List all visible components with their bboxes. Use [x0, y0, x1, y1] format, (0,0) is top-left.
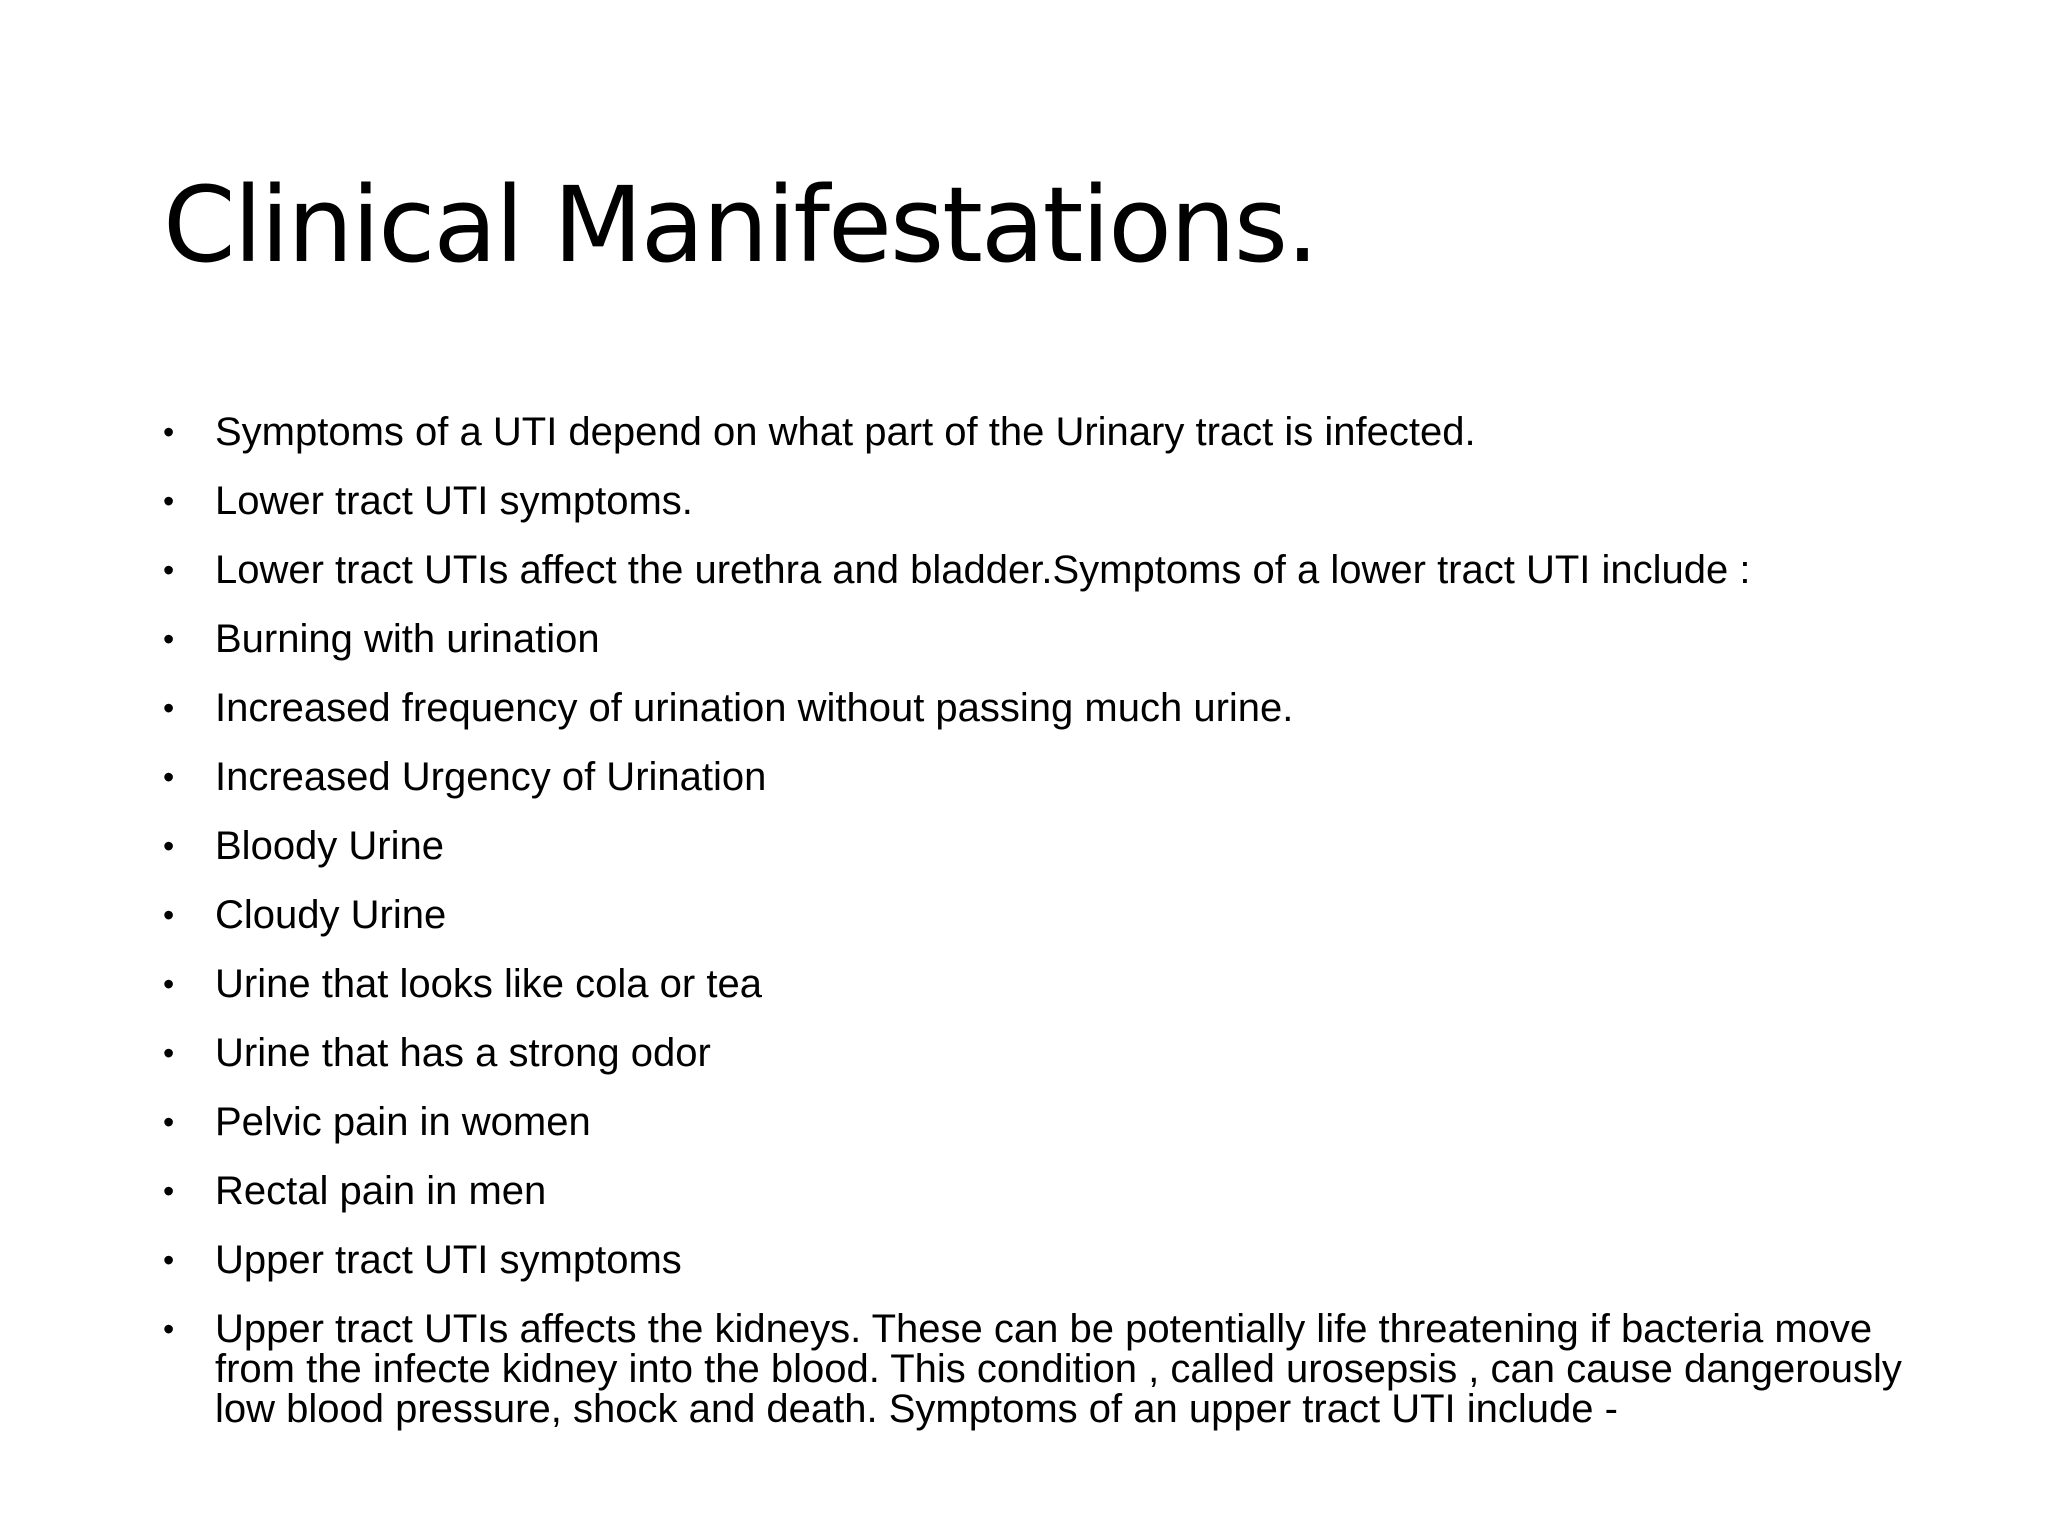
bullet-text: Increased Urgency of Urination — [215, 755, 767, 799]
bullet-text: Upper tract UTIs affects the kidneys. These can be potentially life threatening if bacteria move from the infecte kidney into the blood. This condition , called urosepsis , can cause dangerously low blood pressure, shock and death. Symptoms of an upper tract UTI include - — [215, 1307, 1902, 1431]
bullet-text: Urine that looks like cola or tea — [215, 962, 762, 1006]
bullet-dot-icon: • — [163, 621, 175, 657]
bullet-item — [163, 757, 1923, 797]
bullet-text: Pelvic pain in women — [215, 1100, 591, 1144]
bullet-text: Lower tract UTIs affect the urethra and bladder.Symptoms of a lower tract UTI include : — [215, 548, 1751, 592]
bullet-text: Upper tract UTI symptoms — [215, 1238, 682, 1282]
bullet-text: Lower tract UTI symptoms. — [215, 479, 693, 523]
bullet-dot-icon: • — [163, 1035, 175, 1071]
bullet-dot-icon: • — [163, 552, 175, 588]
bullet-text: Urine that has a strong odor — [215, 1031, 711, 1075]
bullet-item — [163, 1240, 1923, 1280]
bullet-item — [163, 964, 1923, 1004]
bullet-item — [163, 481, 1923, 521]
bullet-dot-icon: • — [163, 483, 175, 519]
bullet-list — [163, 412, 1923, 1458]
bullet-text: Bloody Urine — [215, 824, 445, 868]
bullet-item — [163, 1033, 1923, 1073]
bullet-item — [163, 1102, 1923, 1142]
bullet-dot-icon: • — [163, 414, 175, 450]
bullet-dot-icon: • — [163, 1242, 175, 1278]
bullet-text: Cloudy Urine — [215, 893, 447, 937]
bullet-text: Symptoms of a UTI depend on what part of the Urinary tract is infected. — [215, 410, 1476, 454]
bullet-dot-icon: • — [163, 1173, 175, 1209]
bullet-dot-icon: • — [163, 1104, 175, 1140]
bullet-text: Increased frequency of urination without passing much urine. — [215, 686, 1294, 730]
bullet-item — [163, 895, 1923, 935]
bullet-dot-icon: • — [163, 897, 175, 933]
bullet-text: Burning with urination — [215, 617, 600, 661]
bullet-dot-icon: • — [163, 1311, 175, 1347]
bullet-dot-icon: • — [163, 690, 175, 726]
bullet-dot-icon: • — [163, 828, 175, 864]
bullet-item — [163, 826, 1923, 866]
bullet-item — [163, 619, 1923, 659]
bullet-item — [163, 412, 1923, 452]
bullet-dot-icon: • — [163, 966, 175, 1002]
bullet-dot-icon: • — [163, 759, 175, 795]
bullet-text: Rectal pain in men — [215, 1169, 547, 1213]
bullet-item — [163, 688, 1923, 728]
slide-title: Clinical Manifestations. — [163, 164, 1318, 286]
bullet-item — [163, 1171, 1923, 1211]
bullet-item — [163, 550, 1923, 590]
bullet-item — [163, 1309, 1923, 1429]
